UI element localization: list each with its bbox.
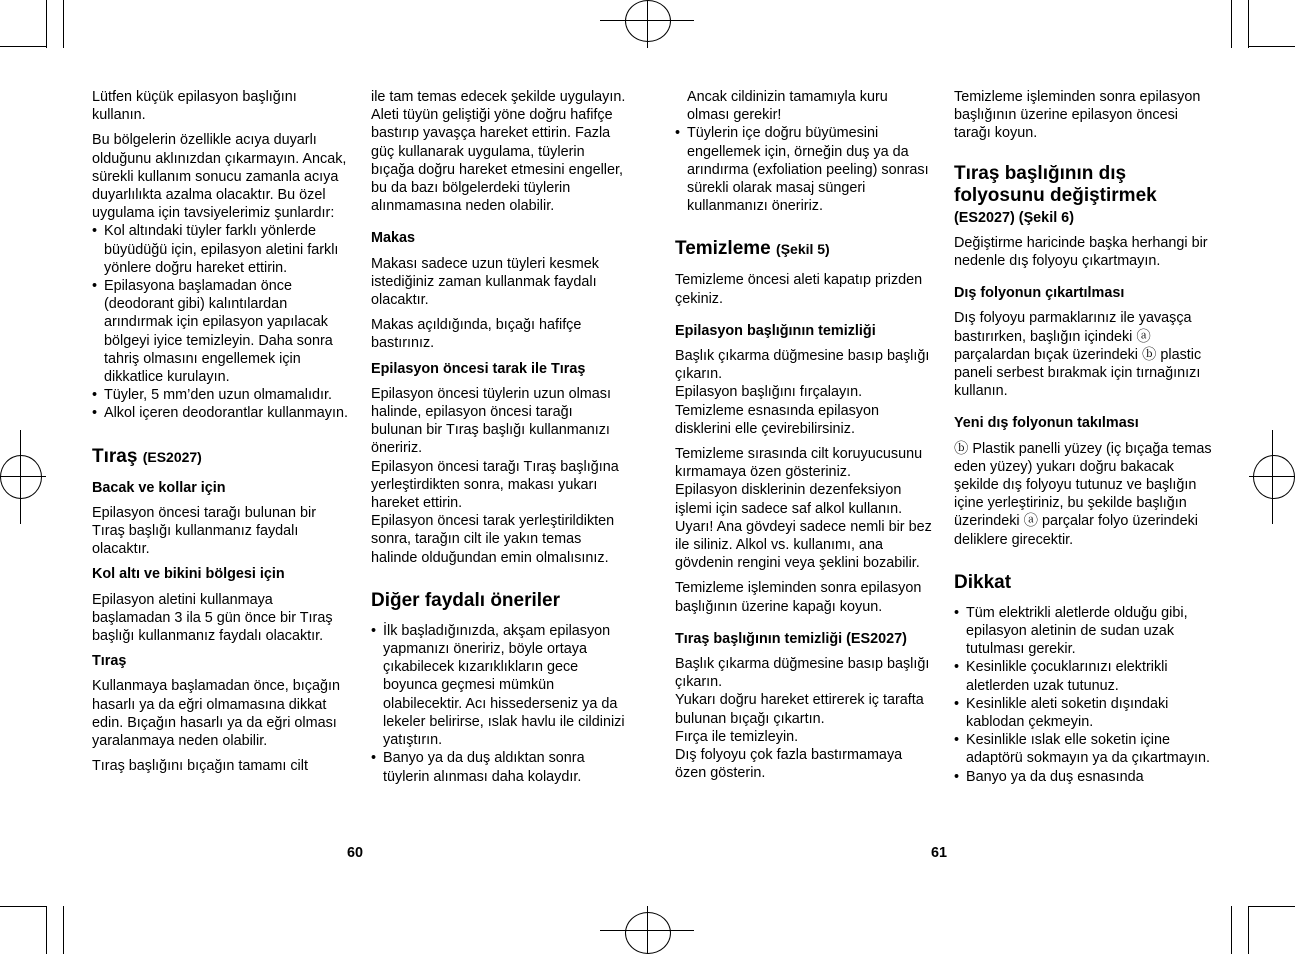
paragraph: Lütfen küçük epilasyon başlığını kullanın. <box>92 89 297 124</box>
list-item: • Tüyler, 5 mm’den uzun olmamalıdır. <box>92 386 350 404</box>
list-item: • İlk başladığınızda, akşam epilasyon yapmanızı öneririz, böyle ortaya çıkabilecek kızarıklıkların gece boyunca geçmesi mümkün olabilecektir. Acı hissederseniz ya da lekeler belirirse, ıslak havlu ile cildinizi yatıştırın. <box>371 622 627 749</box>
paragraph: Makası sadece uzun tüyleri kesmek istediğiniz zaman kullanmak faydalı olacaktır. <box>371 255 599 309</box>
paragraph: Tıraş başlığını bıçağın tamamı cilt <box>92 758 308 775</box>
paragraph: Temizleme sırasında cilt koruyucusunu kırmamaya özen gösteriniz. <box>675 446 923 481</box>
page61-column-2 <box>954 88 1214 793</box>
paragraph: Epilasyon öncesi tüylerin uzun olması halinde, epilasyon öncesi tarağı bulunan bir Tıraş başlığı kullanmanızı öneririz. <box>371 385 611 457</box>
paragraph: Epilasyon öncesi tarağı Tıraş başlığına yerleştirdikten sonra, makası yukarı hareket ettirin. <box>371 458 619 512</box>
paragraph: Aleti tüyün geliştiği yöne doğru hafifçe bastırıp yavaşça hareket ettirin. Fazla güç kullanarak uygulama, tüylerin bıçağa doğru hareket etmesini engeller, bu da bazı bölgelerdeki tüylerin alınmamasına neden olabilir. <box>371 107 623 215</box>
paragraph: Dış folyoyu çok fazla bastırmamaya özen gösterin. <box>675 747 903 782</box>
paragraph: Ancak cildinizin tamamıyla kuru olması gerekir! <box>687 89 888 124</box>
heading-text: Tıraş <box>92 445 138 467</box>
paragraph: Başlık çıkarma düğmesine basıp başlığı çıkarın. <box>675 348 930 383</box>
page60-column-2 <box>371 88 627 793</box>
section-heading-shave <box>92 445 350 469</box>
paragraph: Yukarı doğru hareket ettirerek iç tarafta bulunan bıçağı çıkartın. <box>675 692 924 727</box>
heading-model: (ES2027) <box>142 448 202 465</box>
paragraph: Başlık çıkarma düğmesine basıp başlığı çıkarın. <box>675 656 930 691</box>
subheading: Tıraş başlığının temizliği (ES2027) <box>675 630 907 647</box>
page61-column-1 <box>675 88 933 790</box>
list-item: • Epilasyona başlamadan önce (deodorant gibi) kalıntılardan arındırmak için epilasyon yapılacak bölgeyi iyice temizleyin. Daha sonra tahriş olmasını engellemek için dikkatlice kurulayın. <box>92 277 350 386</box>
tips-list <box>371 622 627 786</box>
subheading: Yeni dış folyonun takılması <box>954 415 1139 432</box>
list-item: • Kol altındaki tüyler farklı yönlerde büyüdüğü için, epilasyon aletini farklı yönlere doğru hareket ettirin. <box>92 222 350 277</box>
paragraph: ⓑ Plastik panelli yüzey (iç bıçağa temas eden yüzey) yukarı doğru bakacak şekilde dış folyoyu tutunuz ve başlığın içine yerleştiriniz, bu şekilde başlığın üzerindeki ⓐ parçalar folyo üzerindeki deliklere girecektir. <box>954 440 1212 548</box>
section-heading-caution: Dikkat <box>954 571 1012 593</box>
list-item: • Tüylerin içe doğru büyümesini engellemek için, örneğin duş ya da arındırma (exfoliation peeling) sonrası sürekli olarak masaj süngeri kullanmanızı öneririz. <box>675 124 933 215</box>
paragraph: Epilasyon başlığını fırçalayın. <box>675 384 863 401</box>
paragraph: Epilasyon öncesi tarağı bulunan bir Tıraş başlığı kullanmanız faydalı olacaktır. <box>92 504 316 558</box>
section-heading-foil: Tıraş başlığının dış folyosunu değiştirmek <box>954 162 1157 206</box>
paragraph: Temizleme işleminden sonra epilasyon başlığının üzerine kapağı koyun. <box>675 580 922 615</box>
paragraph: Epilasyon disklerinin dezenfeksiyon işlemi için sadece saf alkol kullanın. <box>675 482 903 517</box>
subheading: Kol altı ve bikini bölgesi için <box>92 566 285 583</box>
paragraph: Uyarı! Ana gövdeyi sadece nemli bir bez ile siliniz. Alkol vs. kullanımı, ana gövdenin rengini veya şeklini bozabilir. <box>675 518 932 572</box>
paragraph: ile tam temas edecek şekilde uygulayın. <box>371 89 626 105</box>
tips-list <box>675 124 933 215</box>
page-number-right: 61 <box>931 845 948 861</box>
paragraph: Epilasyon öncesi tarak yerleştirildikten sonra, tarağın cilt ile yakın temas halinde olduğundan emin olmalısınız. <box>371 513 615 566</box>
list-item: • Tüm elektrikli aletlerde olduğu gibi, epilasyon aletinin de sudan uzak tutulması gerekir. <box>954 604 1214 659</box>
page60-column-1 <box>92 88 350 783</box>
subheading: Tıraş <box>92 653 127 670</box>
subheading: Epilasyon öncesi tarak ile Tıraş <box>371 360 586 377</box>
subheading: Epilasyon başlığının temizliği <box>675 322 876 339</box>
list-item: • Kesinlikle çocuklarınızı elektrikli aletlerden uzak tutunuz. <box>954 658 1214 694</box>
paragraph: Temizleme öncesi aleti kapatıp prizden çekiniz. <box>675 272 923 307</box>
subheading: (ES2027) (Şekil 6) <box>954 209 1074 226</box>
subheading: Makas <box>371 230 416 247</box>
subheading: Dış folyonun çıkartılması <box>954 285 1125 302</box>
heading-text: Temizleme <box>675 238 771 260</box>
caution-list <box>954 604 1214 786</box>
paragraph: Değiştirme haricinde başka herhangi bir nedenle dış folyoyu çıkartmayın. <box>954 234 1208 270</box>
tips-list <box>92 222 350 422</box>
page-number-left: 60 <box>347 845 364 861</box>
paragraph: Kullanmaya başlamadan önce, bıçağın hasarlı ya da eğri olmamasına dikkat edin. Bıçağın hasarlı ya da eğri olması yaralanmaya neden olabilir. <box>92 678 340 750</box>
section-heading-cleaning <box>675 237 933 261</box>
list-item: • Kesinlikle ıslak elle soketin içine adaptörü sokmayın ya da çıkartmayın. <box>954 731 1214 767</box>
list-item: • Banyo ya da duş aldıktan sonra tüylerin alınması daha kolaydır. <box>371 749 627 785</box>
paragraph: Temizleme esnasında epilasyon disklerini elle çevirebilirsiniz. <box>675 402 879 437</box>
subheading: Bacak ve kollar için <box>92 479 226 496</box>
list-item: • Banyo ya da duş esnasında <box>954 768 1214 786</box>
list-item: • Alkol içeren deodorantlar kullanmayın. <box>92 404 350 422</box>
paragraph: Makas açıldığında, bıçağı hafifçe bastırınız. <box>371 317 582 352</box>
paragraph: Temizleme işleminden sonra epilasyon başlığının üzerine epilasyon öncesi tarağı koyun. <box>954 89 1201 142</box>
section-heading-other-tips: Diğer faydalı öneriler <box>371 589 561 611</box>
list-item: • Kesinlikle aleti soketin dışındaki kablodan çekmeyin. <box>954 695 1214 731</box>
heading-figure-ref: (Şekil 5) <box>776 241 830 258</box>
paragraph: Bu bölgelerin özellikle acıya duyarlı olduğunu aklınızdan çıkarmayın. Ancak, sürekli kullanım sonucu zamanla acıya duyarlılıkta azalma olacaktır. Bu özel uygulama için tavsiyelerimiz şunlardır: <box>92 132 347 222</box>
paragraph: Fırça ile temizleyin. <box>675 728 799 745</box>
paragraph: Dış folyoyu parmaklarınız ile yavaşça bastırırken, başlığın içindeki ⓐ parçalardan bıçak üzerindeki ⓑ plastic paneli serbest bırakmak için tırnağınızı kullanın. <box>954 310 1202 400</box>
paragraph: Epilasyon aletini kullanmaya başlamadan 3 ila 5 gün önce bir Tıraş başlığı kullanmanız faydalı olacaktır. <box>92 591 333 645</box>
